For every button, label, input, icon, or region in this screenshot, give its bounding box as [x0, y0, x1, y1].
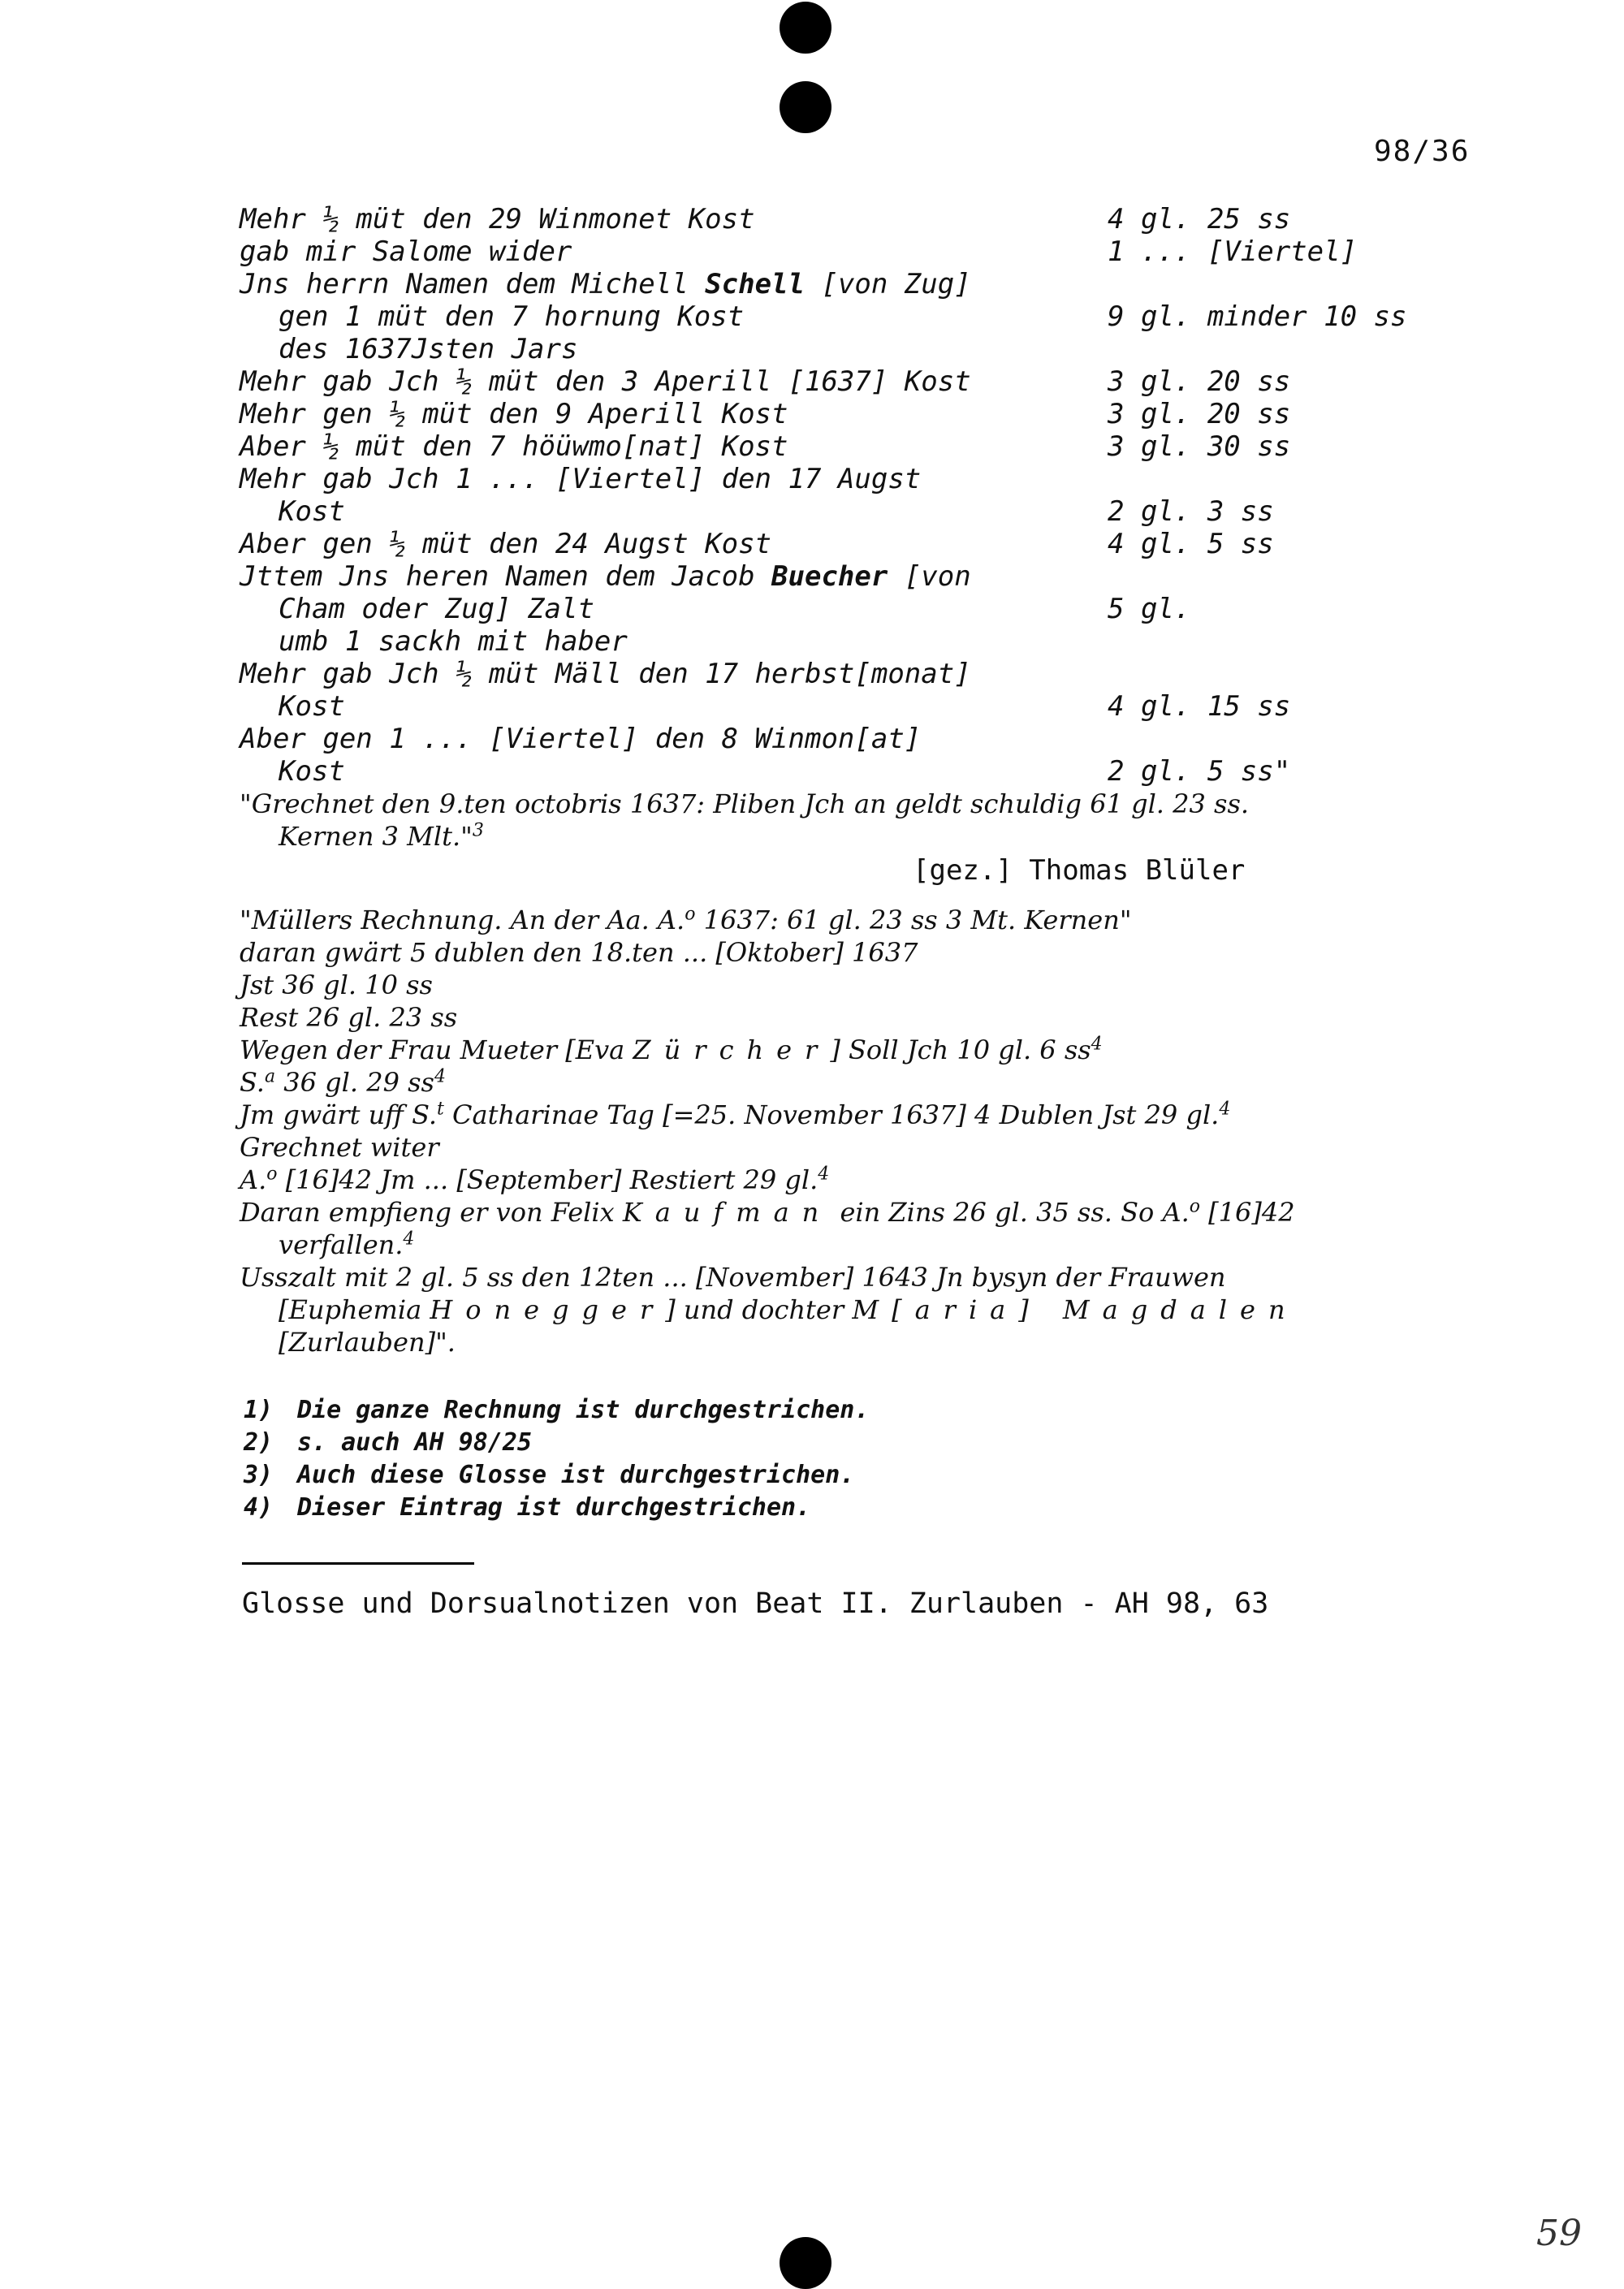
punch-hole-bottom	[780, 2237, 831, 2289]
archive-mark: 59	[1536, 2213, 1582, 2254]
name-schell: Schell	[705, 268, 805, 300]
page-number: 98/36	[1374, 135, 1471, 168]
footnote: 4) Dieser Eintrag ist durchgestrichen.	[244, 1493, 811, 1522]
footnote-ref: 3	[472, 820, 484, 841]
footnote: 2) s. auch AH 98/25	[244, 1428, 532, 1457]
footnote: 1) Die ganze Rechnung ist durchgestrichen.	[244, 1396, 870, 1424]
punch-hole-second	[780, 81, 831, 133]
footnote: 3) Auch diese Glosse ist durchgestrichen.	[244, 1461, 855, 1489]
signature: [gez.] Thomas Blüler	[913, 854, 1246, 887]
footer-title: Glosse und Dorsualnotizen von Beat II. Zurlauben - AH 98, 63	[242, 1587, 1269, 1620]
name-buecher: Buecher	[771, 560, 888, 593]
footer-rule	[242, 1562, 474, 1565]
punch-hole-top	[780, 2, 831, 54]
